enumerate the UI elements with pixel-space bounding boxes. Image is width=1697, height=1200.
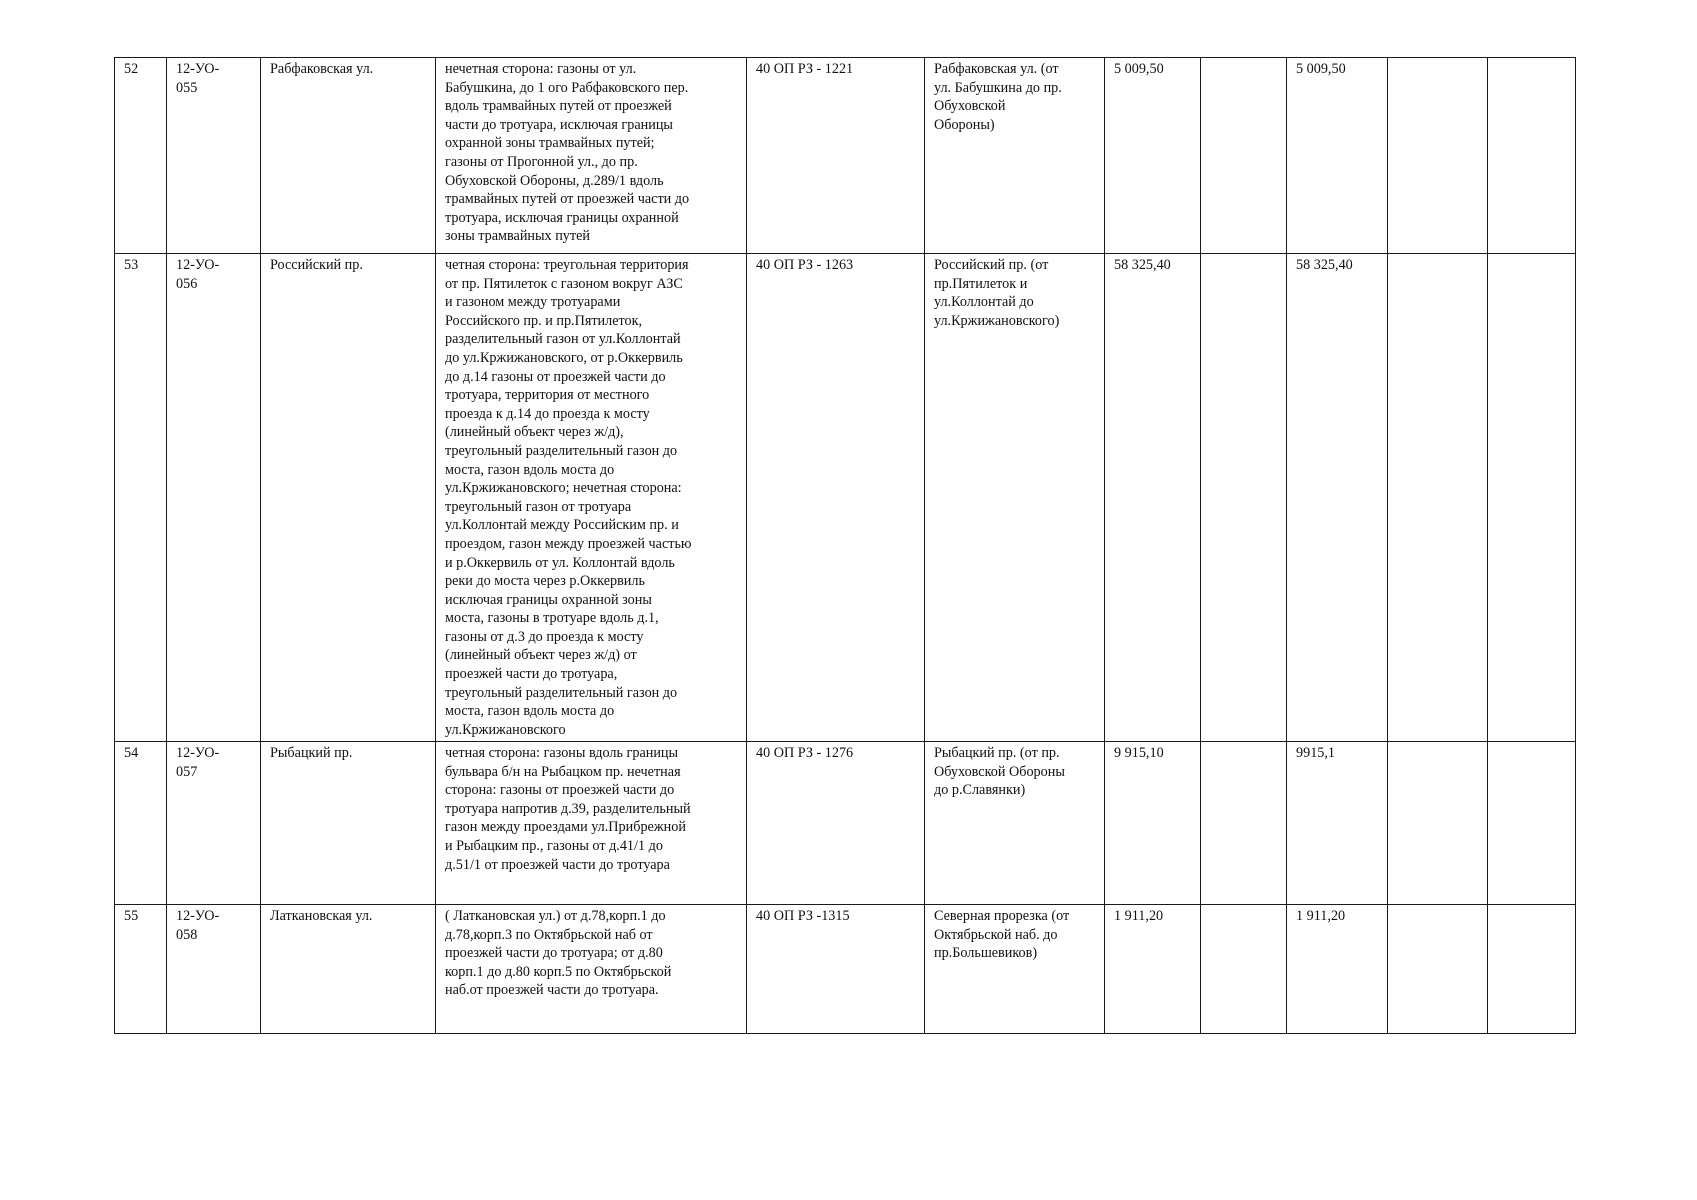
area-total: 9915,1: [1287, 742, 1388, 905]
road-name: Рабфаковская ул. (от ул. Бабушкина до пр. Обуховской Обороны): [925, 58, 1105, 254]
empty-cell: [1488, 58, 1576, 254]
street-name: Рабфаковская ул.: [261, 58, 436, 254]
territory-description: ( Латкановская ул.) от д.78,корп.1 до д.78,корп.3 по Октябрьской наб от проезжей части до тротуара; от д.80 корп.1 до д.80 корп.5 по Октябрьской наб.от проезжей части до тротуара.: [436, 905, 747, 1034]
registry-table: [114, 57, 1576, 1034]
empty-cell: [1201, 905, 1287, 1034]
road-id: 40 ОП РЗ - 1221: [747, 58, 925, 254]
street-name: Российский пр.: [261, 254, 436, 742]
object-code: 12-УО- 058: [167, 905, 261, 1034]
road-name: Северная прорезка (от Октябрьской наб. до пр.Большевиков): [925, 905, 1105, 1034]
street-name: Латкановская ул.: [261, 905, 436, 1034]
road-name: Рыбацкий пр. (от пр. Обуховской Обороны до р.Славянки): [925, 742, 1105, 905]
empty-cell: [1388, 905, 1488, 1034]
empty-cell: [1488, 905, 1576, 1034]
road-id: 40 ОП РЗ - 1263: [747, 254, 925, 742]
empty-cell: [1388, 58, 1488, 254]
empty-cell: [1488, 254, 1576, 742]
empty-cell: [1388, 254, 1488, 742]
object-code: 12-УО- 056: [167, 254, 261, 742]
area-total: 1 911,20: [1287, 905, 1388, 1034]
empty-cell: [1201, 742, 1287, 905]
table-row: [115, 58, 1576, 254]
row-number: 52: [115, 58, 167, 254]
table-row: [115, 254, 1576, 742]
road-id: 40 ОП РЗ -1315: [747, 905, 925, 1034]
row-number: 55: [115, 905, 167, 1034]
territory-description: нечетная сторона: газоны от ул. Бабушкина, до 1 ого Рабфаковского пер. вдоль трамвайных путей от проезжей части до тротуара, исключая границы охранной зоны трамвайных путей; газоны от Прогонной ул., до пр. Обуховской Обороны, д.289/1 вдоль трамвайных путей от проезжей части до тротуара, исключая границы охранной зоны трамвайных путей: [436, 58, 747, 254]
area-total: 5 009,50: [1287, 58, 1388, 254]
area-value: 58 325,40: [1105, 254, 1201, 742]
object-code: 12-УО- 057: [167, 742, 261, 905]
territory-description: четная сторона: треугольная территория от пр. Пятилеток с газоном вокруг АЗС и газоном между тротуарами Российского пр. и пр.Пятилеток, разделительный газон от ул.Коллонтай до ул.Кржижановского, от р.Оккервиль до д.14 газоны от проезжей части до тротуара, территория от местного проезда к д.14 до проезда к мосту (линейный объект через ж/д), треугольный разделительный газон до моста, газон вдоль моста до ул.Кржижановского; нечетная сторона: треугольный газон от тротуара ул.Коллонтай между Российским пр. и проездом, газон между проезжей частью и р.Оккервиль от ул. Коллонтай вдоль реки до моста через р.Оккервиль исключая границы охранной зоны моста, газоны в тротуаре вдоль д.1, газоны от д.3 до проезда к мосту (линейный объект через ж/д) от проезжей части до тротуара, треугольный разделительный газон до моста, газон вдоль моста до ул.Кржижановского: [436, 254, 747, 742]
table-row: [115, 742, 1576, 905]
area-value: 5 009,50: [1105, 58, 1201, 254]
object-code: 12-УО- 055: [167, 58, 261, 254]
row-number: 53: [115, 254, 167, 742]
area-total: 58 325,40: [1287, 254, 1388, 742]
row-number: 54: [115, 742, 167, 905]
table-row: [115, 905, 1576, 1034]
street-name: Рыбацкий пр.: [261, 742, 436, 905]
area-value: 1 911,20: [1105, 905, 1201, 1034]
road-id: 40 ОП РЗ - 1276: [747, 742, 925, 905]
road-name: Российский пр. (от пр.Пятилеток и ул.Коллонтай до ул.Кржижановского): [925, 254, 1105, 742]
area-value: 9 915,10: [1105, 742, 1201, 905]
empty-cell: [1201, 254, 1287, 742]
empty-cell: [1488, 742, 1576, 905]
empty-cell: [1201, 58, 1287, 254]
empty-cell: [1388, 742, 1488, 905]
territory-description: четная сторона: газоны вдоль границы бульвара б/н на Рыбацком пр. нечетная сторона: газоны от проезжей части до тротуара напротив д.39, разделительный газон между проездами ул.Прибрежной и Рыбацким пр., газоны от д.41/1 до д.51/1 от проезжей части до тротуара: [436, 742, 747, 905]
